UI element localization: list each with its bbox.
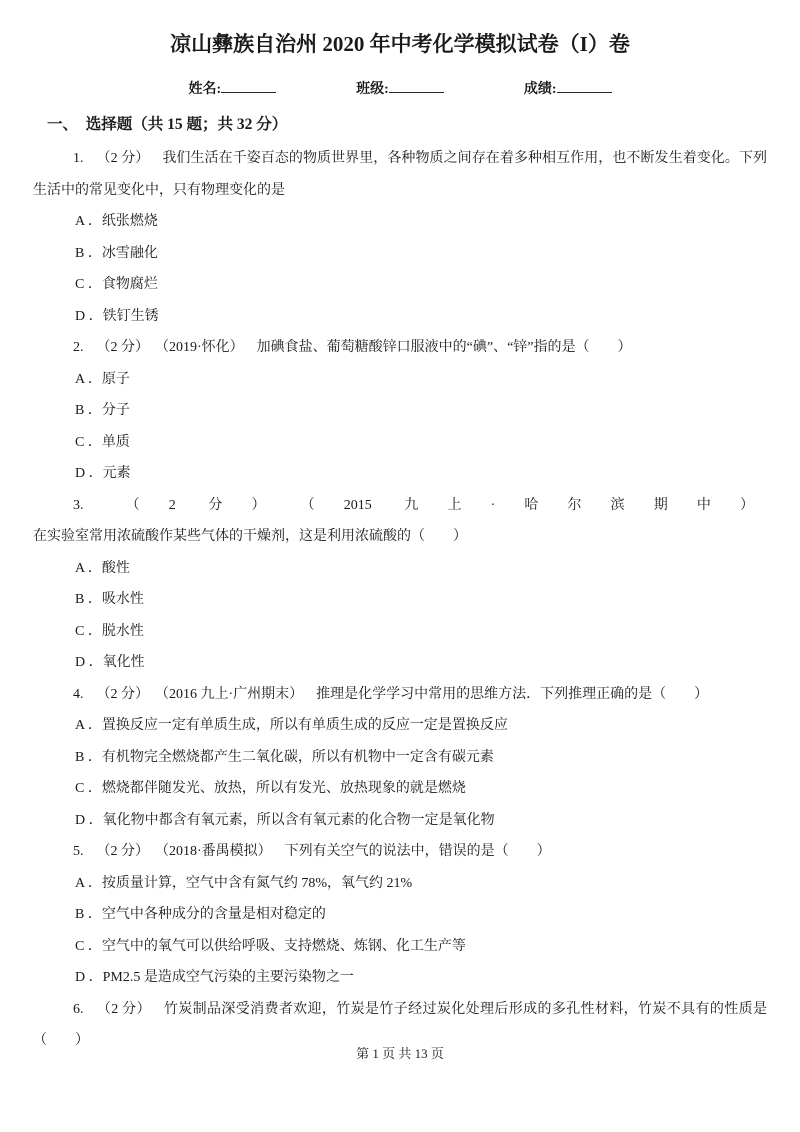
question-3-points: （2 分）: [96, 497, 295, 513]
question-4-number: 4.: [73, 686, 84, 702]
class-field: [356, 78, 444, 98]
question-4: [33, 679, 767, 837]
question-2-option-a: A ．原子: [75, 371, 130, 387]
score-label: 成绩:: [523, 82, 557, 97]
question-1-option-d: D ．铁钉生锈: [75, 308, 159, 324]
question-4-option-a: A ．置换反应一定有单质生成，所以有单质生成的反应一定是置换反应: [75, 718, 508, 733]
question-6-number: 6.: [73, 1001, 84, 1017]
question-4-source: （2016 九上·广州期末）: [162, 686, 304, 702]
question-2-number: 2.: [73, 340, 84, 355]
class-blank-line: [389, 78, 444, 93]
question-1-text: 我们生活在千姿百态的物质世界里，各种物质之间存在着多种相互作用，也不断发生着变化。下列生活中的常见变化中，只有物理变化的是: [33, 151, 768, 198]
question-4-option-d: D ．氧化物中都含有氧元素，所以含有氧元素的化合物一定是氧化物: [75, 812, 495, 828]
question-1-stem: [33, 143, 767, 206]
question-2-stem: [33, 332, 767, 364]
question-2-points: （2 分）: [96, 340, 149, 355]
question-3-number: 3.: [73, 497, 84, 513]
question-3-option-c: C ．脱水性: [75, 623, 144, 639]
question-3-option-d: D ．氧化性: [75, 655, 145, 670]
question-4-option-b: B ．有机物完全燃烧都产生二氧化碳，所以有机物中一定含有碳元素: [75, 749, 494, 765]
question-1-number: 1.: [73, 151, 84, 166]
question-5-source: （2018·番禺模拟）: [162, 844, 272, 859]
question-list: [33, 143, 767, 1057]
question-5-option-d: D ．PM2.5 是造成空气污染的主要污染物之一: [75, 970, 354, 985]
question-5-option-c: C ．空气中的氧气可以供给呼吸、支持燃烧、炼钢、化工生产等: [75, 938, 466, 954]
question-2-text: 加碘食盐、葡萄糖酸锌口服液中的“碘”、“锌”指的是（ ）: [256, 340, 632, 355]
question-1-option-b: B ．冰雪融化: [75, 245, 158, 261]
name-blank-line: [221, 78, 276, 93]
question-3-stem: [33, 490, 767, 553]
question-2-option-c: C ．单质: [75, 434, 130, 450]
question-5-option-b: B ．空气中各种成分的含量是相对稳定的: [75, 907, 326, 922]
score-field: [524, 78, 612, 98]
question-1-option-c: C ．食物腐烂: [75, 277, 158, 292]
question-3: [33, 490, 767, 679]
name-field: [188, 78, 276, 98]
question-6-text: 竹炭制品深受消费者欢迎，竹炭是竹子经过炭化处理后形成的多孔性材料，竹炭不具有的性质是（ ）: [33, 1001, 768, 1048]
question-5-text: 下列有关空气的说法中，错误的是（ ）: [284, 844, 551, 859]
question-1-points: （2 分）: [96, 151, 150, 166]
score-blank-line: [557, 78, 612, 93]
question-2: [33, 332, 767, 490]
question-5: [33, 836, 767, 994]
section-title: 一、 选择题（共 15 题；共 32 分）: [47, 116, 288, 133]
question-5-stem: [33, 836, 767, 868]
question-1: [33, 143, 767, 332]
question-2-option-d: D ．元素: [75, 466, 131, 481]
question-6-points: （2 分）: [96, 1001, 151, 1017]
question-1-option-a: A ．纸张燃烧: [75, 214, 158, 229]
page-title: 凉山彝族自治州 2020 年中考化学模拟试卷（I）卷: [170, 32, 630, 56]
question-4-points: （2 分）: [96, 686, 149, 702]
question-3-option-a: A ．酸性: [75, 560, 130, 576]
question-2-source: （2019·怀化）: [162, 340, 244, 355]
student-info-row: [33, 74, 767, 98]
question-4-text: 推理是化学学习中常用的思维方法．下列推理正确的是（ ）: [316, 686, 709, 702]
question-2-option-b: B ．分子: [75, 403, 130, 418]
question-4-stem: [33, 679, 767, 711]
question-3-source: （2015 九上·哈尔滨期中）: [307, 497, 754, 513]
question-3-option-b: B ．吸水性: [75, 592, 144, 607]
question-3-text: 在实验室常用浓硫酸作某些气体的干燥剂，这是利用浓硫酸的（ ）: [33, 529, 467, 544]
page-footer: 第 1 页 共 13 页: [356, 1046, 444, 1061]
question-5-option-a: A ．按质量计算，空气中含有氮气约 78%，氧气约 21%: [75, 875, 413, 891]
question-5-number: 5.: [73, 844, 84, 859]
name-label: 姓名:: [188, 82, 222, 97]
class-label: 班级:: [356, 82, 389, 97]
question-5-points: （2 分）: [96, 844, 149, 859]
document-content: [0, 28, 800, 1057]
question-4-option-c: C ．燃烧都伴随发光、放热，所以有发光、放热现象的就是燃烧: [75, 781, 466, 796]
